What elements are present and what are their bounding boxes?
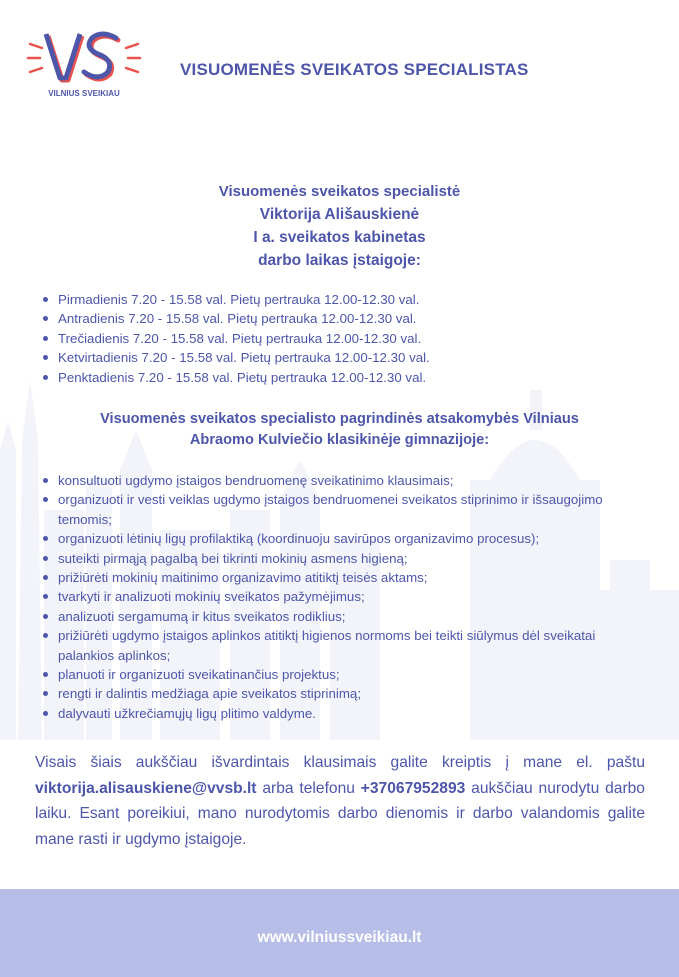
contact-paragraph (35, 750, 645, 852)
list-item: Pirmadienis 7.20 - 15.58 val. Pietų pertrauka 12.00-12.30 val. (36, 290, 636, 309)
list-item: organizuoti lėtinių ligų profilaktiką (koordinuoju savirūpos organizavimo procesus); (36, 529, 616, 548)
list-item: rengti ir dalintis medžiaga apie sveikatos stiprinimą; (36, 684, 616, 703)
page-title: VISUOMENĖS SVEIKATOS SPECIALISTAS (180, 60, 529, 79)
page-footer (0, 889, 679, 977)
specialist-name: Viktorija Ališauskienė (259, 206, 420, 223)
working-hours-list (36, 290, 636, 387)
page-header (0, 0, 679, 130)
list-item: prižiūrėti ugdymo įstaigos aplinkos atitiktį higienos normoms bei teikti siūlymus dėl sveikatai palankios aplinkos; (36, 626, 616, 665)
responsibilities-heading-line: Visuomenės sveikatos specialisto pagrindinės atsakomybės Vilniaus (100, 411, 579, 427)
list-item: suteikti pirmąją pagalbą bei tikrinti mokinių asmens higieną; (36, 549, 616, 568)
list-item: Antradienis 7.20 - 15.58 val. Pietų pertrauka 12.00-12.30 val. (36, 309, 636, 328)
logo-subtitle: VILNIUS SVEIKIAU (48, 89, 120, 98)
email-link[interactable]: viktorija.alisauskiene@vvsb.lt (35, 779, 257, 797)
list-item: Penktadienis 7.20 - 15.58 val. Pietų pertrauka 12.00-12.30 val. (36, 368, 636, 387)
responsibilities-heading (0, 409, 679, 451)
list-item: planuoti ir organizuoti sveikatinančius projektus; (36, 665, 616, 684)
list-item: analizuoti sergamumą ir kitus sveikatos rodiklius; (36, 607, 616, 626)
list-item: organizuoti ir vesti veiklas ugdymo įstaigos bendruomenei sveikatos stiprinimo ir išsaugojimo temomis; (36, 490, 616, 529)
specialist-intro (0, 180, 679, 272)
contact-text: arba telefonu (256, 779, 361, 797)
phone-number[interactable]: +37067952893 (360, 779, 466, 797)
responsibilities-list (36, 471, 616, 723)
list-item: konsultuoti ugdymo įstaigos bendruomenę sveikatinimo klausimais; (36, 471, 616, 490)
list-item: prižiūrėti mokinių maitinimo organizavimo atitiktį teisės aktams; (36, 568, 616, 587)
specialist-role: Visuomenės sveikatos specialistė (218, 183, 461, 200)
contact-text: Visais šiais aukščiau išvardintais klausimais galite kreiptis į mane el. paštu (35, 754, 645, 771)
vilnius-sveikiau-logo (26, 30, 142, 102)
working-hours-heading: darbo laikas įstaigoje: (258, 252, 421, 269)
list-item: tvarkyti ir analizuoti mokinių sveikatos pažymėjimus; (36, 587, 616, 606)
list-item: Trečiadienis 7.20 - 15.58 val. Pietų pertrauka 12.00-12.30 val. (36, 329, 636, 348)
website-link[interactable]: www.vilniussveikiau.lt (257, 929, 422, 946)
responsibilities-heading-line: Abraomo Kulviečio klasikinėje gimnazijoje: (189, 432, 490, 448)
office-location: I a. sveikatos kabinetas (253, 229, 426, 246)
list-item: dalyvauti užkrečiamųjų ligų plitimo valdyme. (36, 704, 616, 723)
contact-text: aukščiau nurodytu darbo laiku. Esant poreikiui, mano nurodytomis darbo dienomis ir darbo valandomis galite mane rasti ir ugdymo įstaigoje. (35, 779, 645, 848)
list-item: Ketvirtadienis 7.20 - 15.58 val. Pietų pertrauka 12.00-12.30 val. (36, 348, 636, 367)
